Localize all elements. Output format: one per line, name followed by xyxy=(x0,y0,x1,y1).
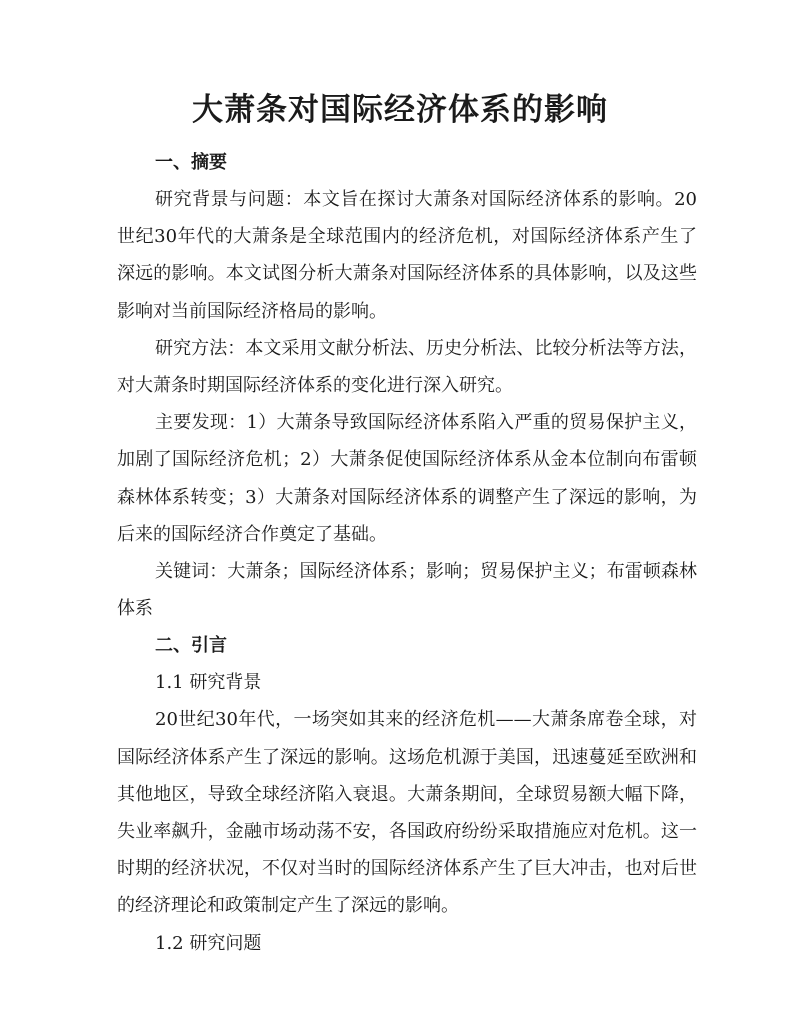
abstract-background-paragraph: 研究背景与问题：本文旨在探讨大萧条对国际经济体系的影响。20世纪30年代的大萧条是全球范围内的经济危机，对国际经济体系产生了深远的影响。本文试图分析大萧条对国际经济体系的具体影响，以及这些影响对当前国际经济格局的影响。 xyxy=(117,189,697,322)
document-body xyxy=(117,144,697,962)
document-title: 大萧条对国际经济体系的影响 xyxy=(192,92,608,128)
abstract-keywords-paragraph: 关键词：大萧条；国际经济体系；影响；贸易保护主义；布雷顿森林体系 xyxy=(117,561,697,620)
subsection-heading-question: 1.2 研究问题 xyxy=(155,932,262,954)
subsection-heading-background: 1.1 研究背景 xyxy=(155,672,262,694)
background-paragraph: 20世纪30年代，一场突如其来的经济危机——大萧条席卷全球，对国际经济体系产生了深远的影响。这场危机源于美国，迅速蔓延至欧洲和其他地区，导致全球经济陷入衰退。大萧条期间，全球贸易额大幅下降，失业率飙升，金融市场动荡不安，各国政府纷纷采取措施应对危机。这一时期的经济状况，不仅对当时的国际经济体系产生了巨大冲击，也对后世的经济理论和政策制定产生了深远的影响。 xyxy=(117,709,697,917)
section-heading-abstract: 一、摘要 xyxy=(155,152,227,173)
abstract-findings-paragraph: 主要发现：1）大萧条导致国际经济体系陷入严重的贸易保护主义，加剧了国际经济危机；2）大萧条促使国际经济体系从金本位制向布雷顿森林体系转变；3）大萧条对国际经济体系的调整产生了深远的影响，为后来的国际经济合作奠定了基础。 xyxy=(117,412,697,545)
section-heading-introduction: 二、引言 xyxy=(155,635,227,657)
abstract-methods-paragraph: 研究方法：本文采用文献分析法、历史分析法、比较分析法等方法，对大萧条时期国际经济体系的变化进行深入研究。 xyxy=(117,337,697,397)
